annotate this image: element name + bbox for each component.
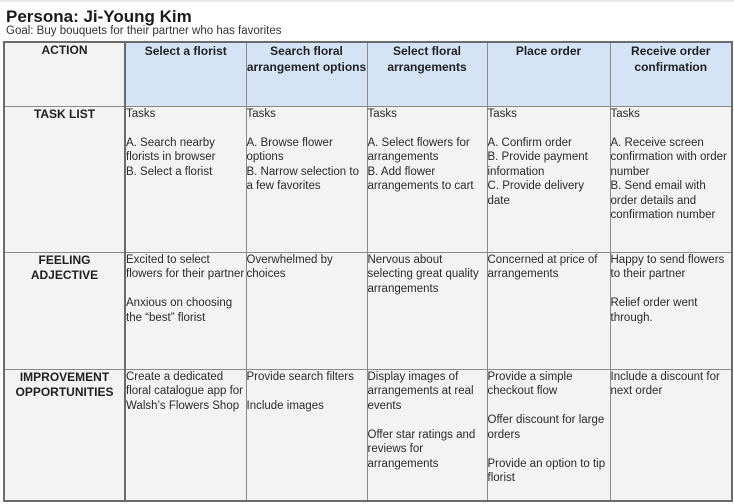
- feeling-cell-search-options: [246, 252, 367, 369]
- feeling-row: [4, 252, 732, 369]
- cell-text: Offer star ratings and reviews for arrangements: [367, 428, 476, 470]
- cell-text: Relief order went through.: [610, 297, 698, 324]
- cell-text: A. Search nearby florists in browser B. Select a florist: [126, 136, 216, 178]
- cell-text: A. Confirm order B. Provide payment information C. Provide delivery date: [487, 136, 588, 207]
- cell-text: Tasks: [367, 107, 397, 120]
- cell-text: Anxious on choosing the “best” florist: [126, 297, 233, 324]
- persona-title: Persona: Ji-Young Kim: [6, 7, 192, 26]
- task-cell-select-arrangements: [367, 106, 487, 252]
- persona-goal: Goal: Buy bouquets for their partner who has favorites: [6, 25, 282, 37]
- task-list-row: [4, 106, 732, 252]
- improvement-cell-select-arrangements: [367, 369, 487, 501]
- stage-header-order-confirmation: Receive order confirmation: [610, 42, 732, 106]
- feeling-cell-select-florist: [125, 252, 246, 369]
- cell-text: Tasks: [126, 107, 156, 120]
- improvement-row: [4, 369, 732, 501]
- row-header-feeling-adjective: FEELING ADJECTIVE: [4, 252, 125, 369]
- cell-text: A. Browse flower options B. Narrow selection to a few favorites: [246, 136, 359, 192]
- cell-text: A. Receive screen confirmation with order number B. Send email with order details and confirmation number: [610, 136, 727, 221]
- feeling-cell-select-arrangements: [367, 252, 487, 369]
- stage-header-place-order: Place order: [487, 42, 610, 106]
- task-cell-select-florist: [125, 106, 246, 252]
- cell-text: Provide search filters: [246, 370, 354, 383]
- cell-text: A. Select flowers for arrangements B. Add flower arrangements to cart: [367, 136, 474, 192]
- stage-header-select-arrangements: Select floral arrangements: [367, 42, 487, 106]
- cell-text: Include images: [246, 399, 324, 412]
- cell-text: Nervous about selecting great quality arrangements: [367, 253, 479, 295]
- cell-text: Provide an option to tip florist: [487, 457, 606, 484]
- task-cell-search-options: [246, 106, 367, 252]
- row-header-improvement-opportunities: IMPROVEMENT OPPORTUNITIES: [4, 369, 125, 501]
- feeling-cell-place-order: [487, 252, 610, 369]
- feeling-cell-order-confirmation: [610, 252, 732, 369]
- cell-text: Tasks: [610, 107, 640, 120]
- cell-text: Happy to send flowers to their partner: [610, 253, 725, 280]
- row-header-task-list: TASK LIST: [4, 106, 125, 252]
- improvement-cell-order-confirmation: [610, 369, 732, 501]
- cell-text: Create a dedicated floral catalogue app for Walsh’s Flowers Shop: [126, 370, 243, 412]
- cell-text: Overwhelmed by choices: [246, 253, 333, 280]
- improvement-cell-search-options: [246, 369, 367, 501]
- task-cell-order-confirmation: [610, 106, 732, 252]
- action-header: ACTION: [4, 42, 125, 106]
- action-row: [4, 42, 732, 106]
- improvement-cell-select-florist: [125, 369, 246, 501]
- cell-text: Offer discount for large orders: [487, 414, 605, 441]
- cell-text: Include a discount for next order: [610, 370, 720, 397]
- cell-text: Concerned at price of arrangements: [487, 253, 598, 280]
- improvement-cell-place-order: [487, 369, 610, 501]
- cell-text: Display images of arrangements at real events: [367, 370, 474, 412]
- task-cell-place-order: [487, 106, 610, 252]
- stage-header-search-options: Search floral arrangement options: [246, 42, 367, 106]
- top-divider: [0, 0, 734, 2]
- cell-text: Provide a simple checkout flow: [487, 370, 573, 397]
- journey-map-table: [3, 41, 733, 502]
- stage-header-select-florist: Select a florist: [125, 42, 246, 106]
- cell-text: Tasks: [487, 107, 517, 120]
- cell-text: Tasks: [246, 107, 276, 120]
- cell-text: Excited to select flowers for their partner: [126, 253, 245, 280]
